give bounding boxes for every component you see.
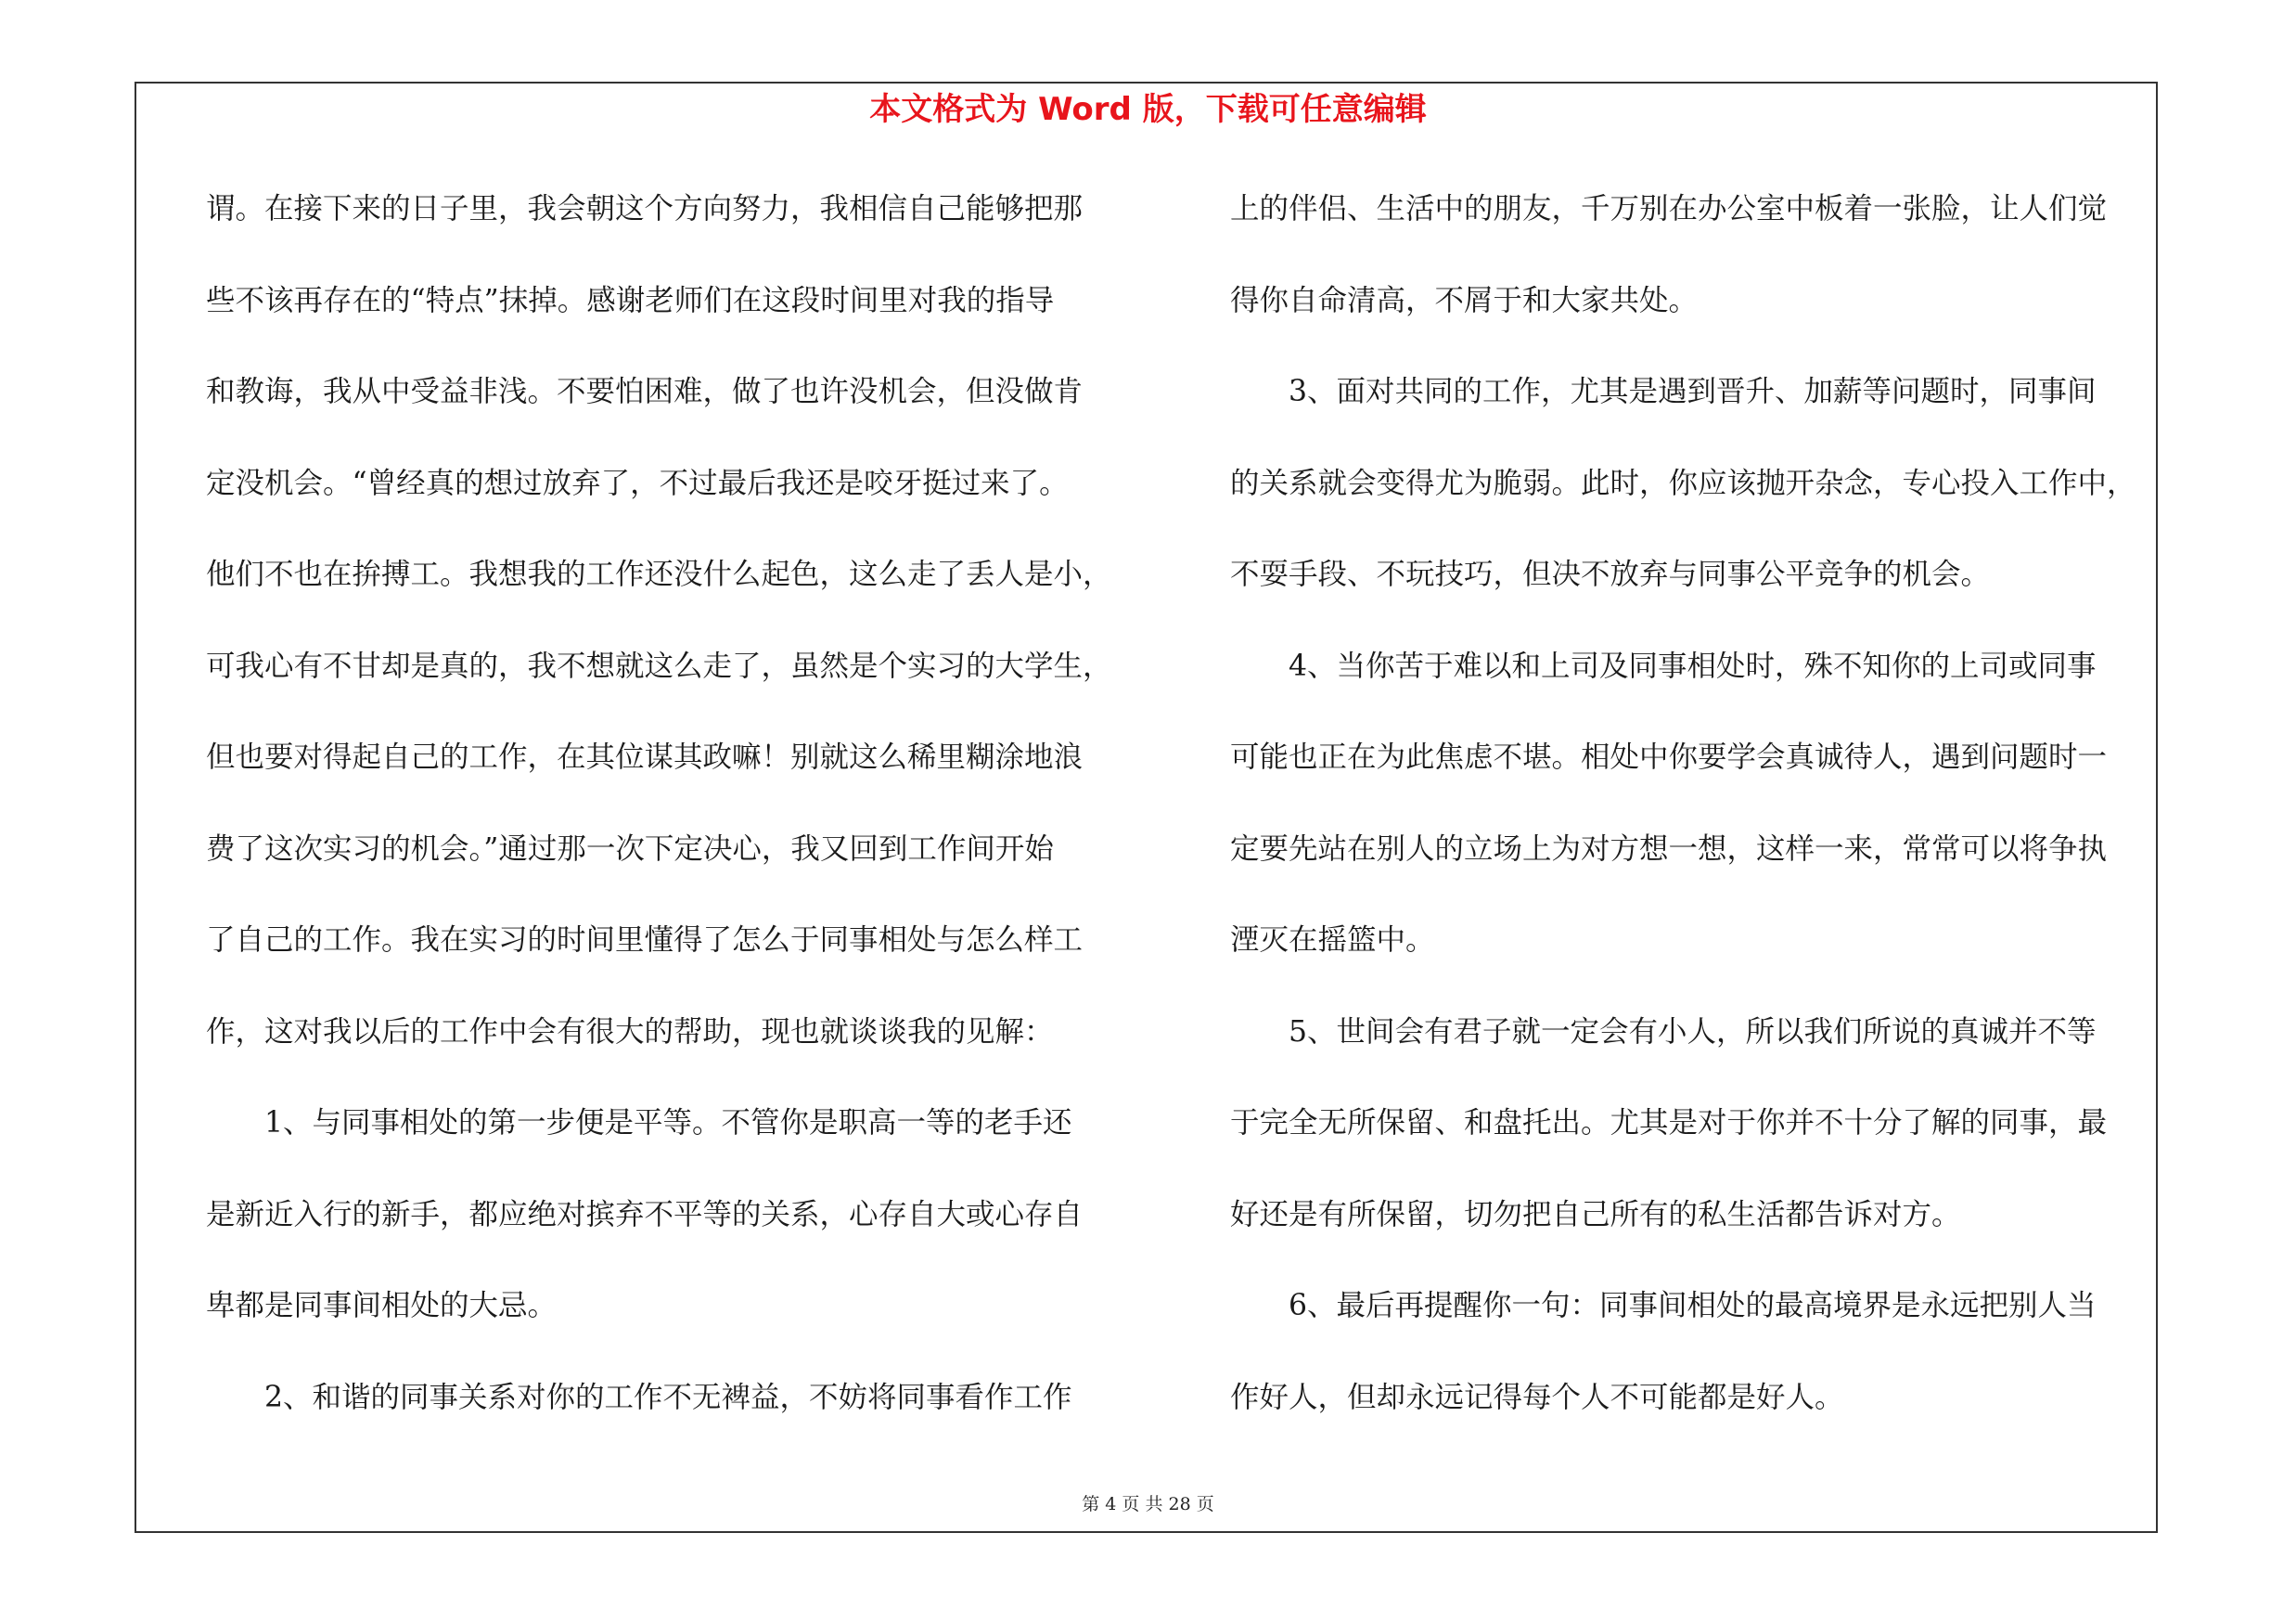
text-line: 些不该再存在的“特点”抹掉。感谢老师们在这段时间里对我的指导 [206,283,1055,317]
text-line: 谓。在接下来的日子里，我会朝这个方向努力，我相信自己能够把那 [206,192,1084,225]
text-line: 不耍手段、不玩技巧，但决不放弃与同事公平竞争的机会。 [1230,558,1991,591]
text-line: 卑都是同事间相处的大忌。 [206,1289,558,1322]
text-line: 于完全无所保留、和盘托出。尤其是对于你并不十分了解的同事，最 [1230,1106,2108,1140]
text-line: 1、与同事相处的第一步便是平等。不管你是职高一等的老手还 [264,1106,1072,1140]
text-line: 他们不也在拚搏工。我想我的工作还没什么起色，这么走了丢人是小， [206,558,1112,591]
text-line: 得你自命清高，不屑于和大家共处。 [1230,283,1699,317]
text-line: 3、面对共同的工作，尤其是遇到晋升、加薪等问题时，同事间 [1289,375,2097,408]
text-line: 是新近入行的新手，都应绝对摈弃不平等的关系，心存自大或心存自 [206,1197,1084,1231]
text-line: 了自己的工作。我在实习的时间里懂得了怎么于同事相处与怎么样工 [206,923,1084,957]
page-number-footer: 第 4 页 共 28 页 [1082,1494,1214,1514]
text-line: 好还是有所保留，切勿把自己所有的私生活都告诉对方。 [1230,1197,1961,1231]
text-line: 可我心有不甘却是真的，我不想就这么走了，虽然是个实习的大学生， [206,649,1112,683]
text-line: 6、最后再提醒你一句：同事间相处的最高境界是永远把别人当 [1289,1289,2097,1322]
text-line: 湮灭在摇篮中。 [1230,923,1435,957]
header-banner: 本文格式为 Word 版，下载可任意编辑 [869,91,1427,128]
left-text-column [206,163,1124,1443]
text-line: 2、和谐的同事关系对你的工作不无裨益，不妨将同事看作工作 [264,1380,1072,1414]
text-line: 作好人，但却永远记得每个人不可能都是好人。 [1230,1380,1844,1414]
text-line: 可能也正在为此焦虑不堪。相处中你要学会真诚待人，遇到问题时一 [1230,741,2108,774]
text-line: 但也要对得起自己的工作，在其位谋其政嘛！别就这么稀里糊涂地浪 [206,741,1084,774]
text-line: 定没机会。“曾经真的想过放弃了，不过最后我还是咬牙挺过来了。 [206,466,1069,500]
text-line: 4、当你苦于难以和上司及同事相处时，殊不知你的上司或同事 [1289,649,2097,683]
text-line: 作，这对我以后的工作中会有很大的帮助，现也就谈谈我的见解： [206,1014,1054,1049]
text-line: 上的伴侣、生活中的朋友，千万别在办公室中板着一张脸，让人们觉 [1230,192,2108,225]
text-line: 5、世间会有君子就一定会有小人，所以我们所说的真诚并不等 [1289,1014,2097,1049]
text-line: 和教诲，我从中受益非浅。不要怕困难，做了也许没机会，但没做肯 [206,375,1084,408]
text-line: 定要先站在别人的立场上为对方想一想，这样一来，常常可以将争执 [1230,831,2108,866]
right-text-column [1230,163,2148,1443]
text-line: 的关系就会变得尤为脆弱。此时，你应该抛开杂念，专心投入工作中， [1230,466,2136,500]
text-line: 费了这次实习的机会。”通过那一次下定决心，我又回到工作间开始 [206,831,1054,866]
